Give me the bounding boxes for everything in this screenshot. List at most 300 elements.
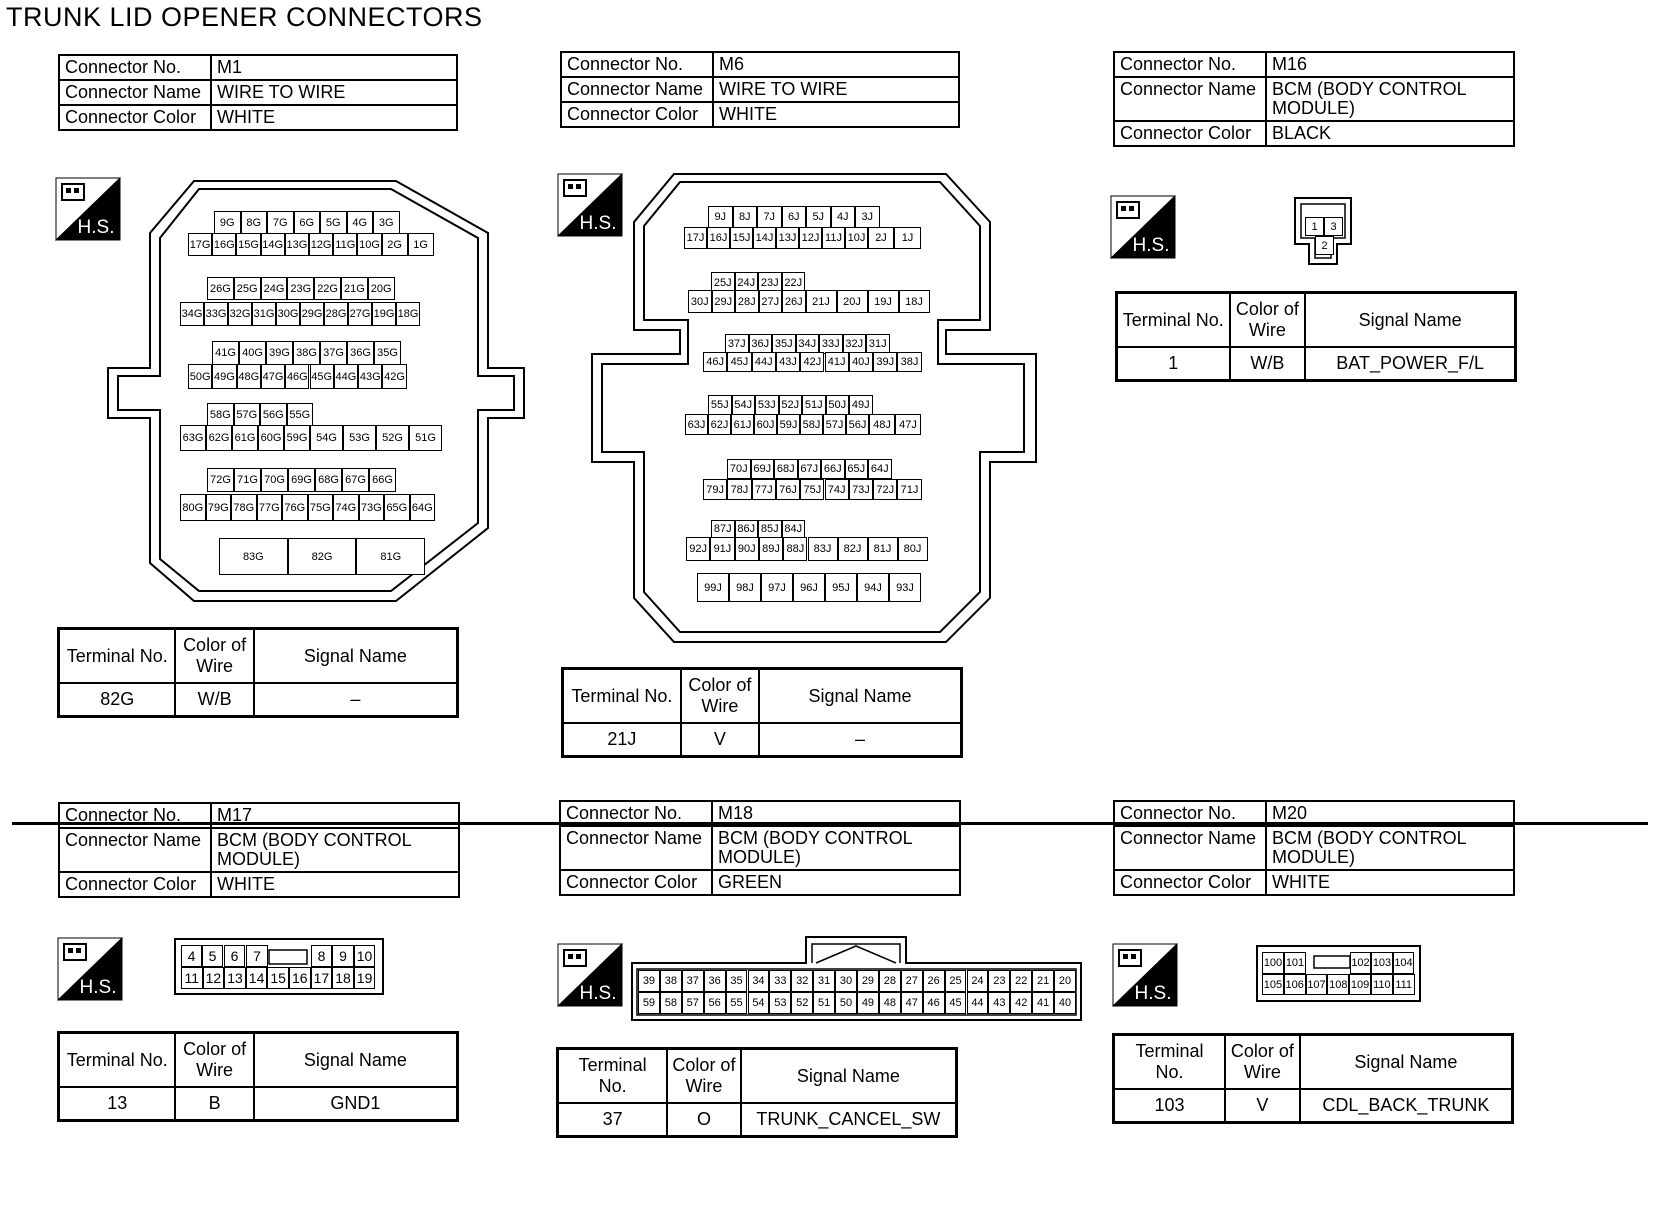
cavity: 51G — [409, 425, 442, 451]
cavity: 95J — [825, 573, 857, 602]
value-connector-no: M17 — [211, 803, 459, 828]
cavity: 48G — [237, 364, 261, 389]
terminal-table-m20 — [1113, 1034, 1513, 1123]
cavity: 35G — [374, 341, 401, 365]
terminal-table-m1 — [58, 628, 458, 717]
cavity: 7 — [246, 945, 268, 967]
value-connector-name: BCM (BODY CONTROL MODULE) — [1266, 826, 1514, 870]
cavity: 42G — [382, 364, 406, 389]
cavity: 20J — [837, 290, 868, 313]
cavity: 47J — [895, 414, 921, 435]
label-connector-no: Connector No. — [59, 803, 211, 828]
cavity: 8G — [241, 211, 268, 234]
cavity: 60G — [258, 425, 284, 451]
cavity: 47G — [261, 364, 285, 389]
label-connector-color: Connector Color — [1114, 121, 1266, 146]
value-connector-color: WHITE — [1266, 870, 1514, 895]
label-connector-name: Connector Name — [1114, 826, 1266, 870]
cavity: 7J — [757, 206, 782, 228]
cavity: 76J — [776, 479, 800, 500]
label-connector-no: Connector No. — [1114, 52, 1266, 77]
header-color-of-wire: Color of Wire — [1225, 1035, 1300, 1089]
cavity: 48J — [869, 414, 895, 435]
cavity: 82G — [288, 538, 357, 575]
header-signal-name: Signal Name — [741, 1049, 956, 1103]
cell-terminal: 13 — [59, 1087, 175, 1120]
cell-wire: W/B — [175, 683, 253, 716]
cavity: 58J — [800, 414, 823, 435]
cavity: 5G — [320, 211, 347, 234]
cavity: 50G — [188, 364, 212, 389]
label-connector-name: Connector Name — [59, 80, 211, 105]
cavity: 24 — [967, 970, 989, 992]
cell-signal: GND1 — [254, 1087, 457, 1120]
cavity: 46J — [703, 352, 727, 372]
cavity: 1G — [408, 233, 434, 256]
cavity: 57G — [234, 403, 261, 427]
cavity: 5 — [202, 945, 223, 967]
value-connector-name: BCM (BODY CONTROL MODULE) — [1266, 77, 1514, 121]
cavity: 32J — [843, 334, 867, 354]
cavity: 16G — [212, 233, 236, 256]
label-connector-no: Connector No. — [1114, 801, 1266, 826]
connector-info-m18 — [559, 800, 961, 896]
label-connector-color: Connector Color — [59, 105, 211, 130]
cell-signal: – — [759, 723, 961, 756]
terminal-table-m6 — [562, 668, 962, 757]
cell-terminal: 1 — [1117, 347, 1230, 380]
cavity: 55J — [708, 395, 732, 415]
cavity: 103 — [1371, 952, 1393, 974]
cavity: 49G — [212, 364, 236, 389]
cell-terminal: 37 — [558, 1103, 667, 1136]
cavity: 6J — [782, 206, 807, 228]
cavity: 6 — [224, 945, 245, 967]
cavity: 4 — [181, 945, 202, 967]
cavity: 15G — [236, 233, 260, 256]
cavity: 11 — [181, 967, 203, 989]
cavity: 56G — [260, 403, 287, 427]
cavity: 102 — [1350, 952, 1371, 974]
cavity: 38J — [897, 352, 921, 372]
cavity: 20 — [1054, 970, 1076, 992]
cavity: 28 — [879, 970, 901, 992]
cavity: 106 — [1284, 974, 1306, 995]
cavity: 53 — [769, 992, 791, 1014]
cavity: 32G — [228, 302, 252, 326]
cavity: 9J — [708, 206, 733, 228]
header-signal-name: Signal Name — [1300, 1035, 1512, 1089]
label-connector-no: Connector No. — [561, 52, 713, 77]
cavity: 91J — [710, 537, 734, 561]
cell-terminal: 21J — [563, 723, 681, 756]
cavity: 49 — [857, 992, 879, 1014]
cavity: 45J — [727, 352, 751, 372]
cavity: 41G — [212, 341, 239, 365]
cavity: 66J — [821, 459, 845, 479]
cavity: 35 — [726, 970, 748, 992]
cavity: 17 — [311, 967, 333, 989]
cavity: 44G — [334, 364, 358, 389]
cavity: 63J — [685, 414, 708, 435]
cavity: 24G — [261, 277, 288, 300]
hs-label: H.S. — [579, 983, 617, 1004]
value-connector-no: M18 — [712, 801, 960, 826]
cavity: 15J — [730, 227, 753, 249]
cavity: 19 — [354, 967, 376, 989]
cavity: 20G — [368, 277, 395, 300]
cavity: 30 — [835, 970, 857, 992]
cavity: 69G — [288, 468, 315, 492]
cavity: 59G — [284, 425, 310, 451]
cell-terminal: 103 — [1114, 1089, 1225, 1122]
cavity: 41J — [825, 352, 849, 372]
cavity: 33G — [204, 302, 228, 326]
cavity: 70J — [727, 459, 751, 479]
cavity: 33J — [819, 334, 843, 354]
cavity: 77G — [257, 494, 283, 521]
harness-side-icon — [1113, 944, 1177, 1006]
cavity: 67G — [342, 468, 369, 492]
header-signal-name: Signal Name — [1305, 293, 1515, 347]
value-connector-no: M6 — [713, 52, 959, 77]
cavity: 23J — [758, 272, 782, 293]
label-connector-name: Connector Name — [561, 77, 713, 102]
cavity: 32 — [791, 970, 813, 992]
label-connector-color: Connector Color — [560, 870, 712, 895]
cavity: 57J — [823, 414, 846, 435]
cavity: 1J — [894, 227, 921, 249]
header-signal-name: Signal Name — [254, 629, 457, 683]
cavity: 23G — [287, 277, 314, 300]
cavity: 11J — [822, 227, 845, 249]
cavity: 13G — [285, 233, 309, 256]
header-terminal-no: Terminal No. — [558, 1049, 667, 1103]
label-connector-color: Connector Color — [1114, 870, 1266, 895]
cavity: 94J — [857, 573, 889, 602]
cavity: 26G — [207, 277, 234, 300]
cavity: 50 — [835, 992, 857, 1014]
cavity: 13J — [776, 227, 799, 249]
hs-label: H.S. — [77, 217, 115, 238]
cavity: 25J — [711, 272, 735, 293]
value-connector-no: M16 — [1266, 52, 1514, 77]
value-connector-color: BLACK — [1266, 121, 1514, 146]
page-title: TRUNK LID OPENER CONNECTORS — [6, 2, 483, 32]
cavity: 86J — [735, 520, 759, 538]
terminal-table-m18 — [557, 1048, 957, 1137]
cavity: 77J — [752, 479, 776, 500]
cavity: 39G — [266, 341, 293, 365]
cavity: 21 — [1032, 970, 1054, 992]
cavity: 22J — [782, 272, 806, 293]
cavity: 70G — [261, 468, 288, 492]
cavity: 60J — [754, 414, 777, 435]
cavity: 62J — [708, 414, 731, 435]
cavity: 108 — [1327, 974, 1349, 995]
cavity: 28G — [324, 302, 348, 326]
connector-info-m17 — [58, 802, 460, 898]
cavity: 12 — [203, 967, 225, 989]
cell-wire: O — [667, 1103, 741, 1136]
cavity: 75G — [308, 494, 334, 521]
cavity: 29 — [857, 970, 879, 992]
value-connector-name: BCM (BODY CONTROL MODULE) — [712, 826, 960, 870]
cavity: 79G — [206, 494, 232, 521]
cavity: 83J — [808, 537, 838, 561]
cell-wire: V — [1225, 1089, 1300, 1122]
cavity: 76G — [282, 494, 308, 521]
value-connector-name: WIRE TO WIRE — [211, 80, 457, 105]
connector-info-m16 — [1113, 51, 1515, 147]
value-connector-color: WHITE — [211, 105, 457, 130]
cavity: 98J — [729, 573, 761, 602]
cavity: 51 — [813, 992, 835, 1014]
header-terminal-no: Terminal No. — [1114, 1035, 1225, 1089]
cavity: 105 — [1262, 974, 1284, 995]
cavity: 22G — [314, 277, 341, 300]
cavity: 66G — [369, 468, 396, 492]
cavity: 5J — [806, 206, 831, 228]
cavity: 21G — [341, 277, 368, 300]
cavity: 34 — [748, 970, 770, 992]
cavity: 17J — [684, 227, 707, 249]
label-connector-no: Connector No. — [59, 55, 211, 80]
cavity: 27 — [901, 970, 923, 992]
cavity: 17G — [188, 233, 212, 256]
cavity: 57 — [682, 992, 704, 1014]
cavity: 34J — [796, 334, 820, 354]
harness-side-icon — [58, 938, 122, 1000]
cavity: 47 — [901, 992, 923, 1014]
cavity: 54G — [310, 425, 343, 451]
header-color-of-wire: Color of Wire — [681, 669, 759, 723]
cavity: 43 — [988, 992, 1010, 1014]
header-color-of-wire: Color of Wire — [1230, 293, 1306, 347]
cavity: 65G — [384, 494, 410, 521]
cavity: 8J — [733, 206, 758, 228]
cavity: 29G — [300, 302, 324, 326]
cavity: 72J — [873, 479, 897, 500]
value-connector-color: WHITE — [713, 102, 959, 127]
cavity: 11G — [333, 233, 357, 256]
cavity: 61G — [232, 425, 258, 451]
cavity: 10J — [845, 227, 868, 249]
table-row — [563, 723, 961, 756]
cavity: 40J — [849, 352, 873, 372]
cavity: 7G — [267, 211, 294, 234]
cavity: 84J — [782, 520, 806, 538]
cavity: 63G — [180, 425, 206, 451]
cavity: 25 — [945, 970, 967, 992]
cavity: 54J — [732, 395, 756, 415]
table-row — [558, 1103, 956, 1136]
cavity: 9G — [214, 211, 241, 234]
cavity: 58G — [207, 403, 234, 427]
hs-label: H.S. — [1134, 983, 1172, 1004]
cavity: 52J — [779, 395, 803, 415]
cavity: 30J — [688, 290, 712, 313]
value-connector-no: M20 — [1266, 801, 1514, 826]
cavity: 19J — [868, 290, 899, 313]
terminal-table-m17 — [58, 1032, 458, 1121]
cavity: 13 — [224, 967, 246, 989]
cavity: 38 — [660, 970, 682, 992]
cavity: 12G — [309, 233, 333, 256]
cavity: 18G — [396, 302, 420, 326]
cavity: 36G — [347, 341, 374, 365]
cavity: 55 — [726, 992, 748, 1014]
cavity: 3 — [1324, 217, 1343, 236]
cavity: 96J — [793, 573, 825, 602]
header-color-of-wire: Color of Wire — [175, 1033, 253, 1087]
cavity: 14J — [753, 227, 776, 249]
cavity: 43J — [776, 352, 800, 372]
cavity: 71G — [234, 468, 261, 492]
cavity: 67J — [798, 459, 822, 479]
cavity: 29J — [712, 290, 736, 313]
cavity: 110 — [1371, 974, 1393, 995]
cavity: 99J — [697, 573, 729, 602]
cavity: 9 — [332, 945, 354, 967]
cavity: 2G — [382, 233, 408, 256]
cavity: 6G — [294, 211, 321, 234]
cavity: 34G — [180, 302, 204, 326]
cavity: 26J — [782, 290, 806, 313]
table-row — [1117, 347, 1515, 380]
cell-signal: TRUNK_CANCEL_SW — [741, 1103, 956, 1136]
cavity: 12J — [799, 227, 822, 249]
cavity: 39J — [873, 352, 897, 372]
connector-info-m6 — [560, 51, 960, 128]
cavity: 90J — [735, 537, 759, 561]
cell-terminal: 82G — [59, 683, 175, 716]
cavity: 85J — [758, 520, 782, 538]
cavity: 73J — [849, 479, 873, 500]
cavity: 68G — [315, 468, 342, 492]
cavity: 37G — [320, 341, 347, 365]
value-connector-color: GREEN — [712, 870, 960, 895]
label-connector-color: Connector Color — [59, 872, 211, 897]
cavity: 80J — [898, 537, 928, 561]
cavity: 23 — [988, 970, 1010, 992]
cavity: 36J — [749, 334, 773, 354]
cavity: 50J — [826, 395, 850, 415]
header-color-of-wire: Color of Wire — [175, 629, 253, 683]
cavity: 43G — [358, 364, 382, 389]
cavity: 52 — [791, 992, 813, 1014]
value-connector-name: BCM (BODY CONTROL MODULE) — [211, 828, 459, 872]
header-color-of-wire: Color of Wire — [667, 1049, 741, 1103]
cavity: 64G — [410, 494, 436, 521]
header-terminal-no: Terminal No. — [563, 669, 681, 723]
cavity: 107 — [1306, 974, 1328, 995]
cavity: 80G — [180, 494, 206, 521]
header-terminal-no: Terminal No. — [1117, 293, 1230, 347]
cavity: 97J — [761, 573, 793, 602]
cavity: 58 — [660, 992, 682, 1014]
cavity: 64J — [868, 459, 892, 479]
hs-label: H.S. — [579, 213, 617, 234]
cavity: 1 — [1305, 217, 1324, 236]
cell-signal: CDL_BACK_TRUNK — [1300, 1089, 1512, 1122]
harness-side-icon — [558, 944, 622, 1006]
hs-label: H.S. — [1132, 235, 1170, 256]
cavity: 37J — [725, 334, 749, 354]
cavity: 59J — [777, 414, 800, 435]
label-connector-name: Connector Name — [560, 826, 712, 870]
header-signal-name: Signal Name — [254, 1033, 457, 1087]
cavity: 4J — [831, 206, 856, 228]
cavity: 10G — [357, 233, 381, 256]
cavity: 101 — [1284, 952, 1306, 974]
cell-wire: W/B — [1230, 347, 1306, 380]
cavity: 46 — [923, 992, 945, 1014]
cell-wire: V — [681, 723, 759, 756]
cavity: 69J — [751, 459, 775, 479]
cavity: 40 — [1054, 992, 1076, 1014]
cavity: 15 — [267, 967, 289, 989]
cavity: 42J — [800, 352, 824, 372]
cavity: 51J — [802, 395, 826, 415]
header-signal-name: Signal Name — [759, 669, 961, 723]
cavity: 31G — [252, 302, 276, 326]
cell-signal: – — [254, 683, 457, 716]
cavity: 78G — [231, 494, 257, 521]
cavity: 8 — [311, 945, 332, 967]
terminal-table-m16 — [1116, 292, 1516, 381]
cavity: 73G — [359, 494, 385, 521]
cavity: 18J — [899, 290, 930, 313]
cavity: 100 — [1262, 952, 1284, 974]
connector-info-m20 — [1113, 800, 1515, 896]
cavity: 41 — [1032, 992, 1054, 1014]
cavity: 52G — [376, 425, 409, 451]
table-row — [1114, 1089, 1512, 1122]
cavity: 27G — [348, 302, 372, 326]
cavity: 111 — [1393, 974, 1415, 995]
cavity: 42 — [1010, 992, 1032, 1014]
cavity: 82J — [838, 537, 868, 561]
cavity: 56 — [704, 992, 726, 1014]
label-connector-no: Connector No. — [560, 801, 712, 826]
cavity: 28J — [735, 290, 759, 313]
cavity: 24J — [735, 272, 759, 293]
table-row — [59, 1087, 457, 1120]
cavity: 19G — [372, 302, 396, 326]
cavity: 83G — [219, 538, 288, 575]
cavity: 62G — [206, 425, 232, 451]
cavity: 55G — [287, 403, 314, 427]
cavity: 31 — [813, 970, 835, 992]
cavity: 79J — [703, 479, 727, 500]
cavity: 45G — [310, 364, 334, 389]
cavity: 88J — [783, 537, 807, 561]
label-connector-name: Connector Name — [59, 828, 211, 872]
cavity: 10 — [354, 945, 375, 967]
hs-label: H.S. — [79, 977, 117, 998]
cavity: 35J — [772, 334, 796, 354]
cavity: 75J — [800, 479, 824, 500]
cavity: 104 — [1393, 952, 1414, 974]
cavity: 45 — [945, 992, 967, 1014]
label-connector-color: Connector Color — [561, 102, 713, 127]
header-terminal-no: Terminal No. — [59, 1033, 175, 1087]
cavity: 46G — [285, 364, 309, 389]
cell-wire: B — [175, 1087, 253, 1120]
table-row — [59, 683, 457, 716]
cavity: 4G — [347, 211, 374, 234]
